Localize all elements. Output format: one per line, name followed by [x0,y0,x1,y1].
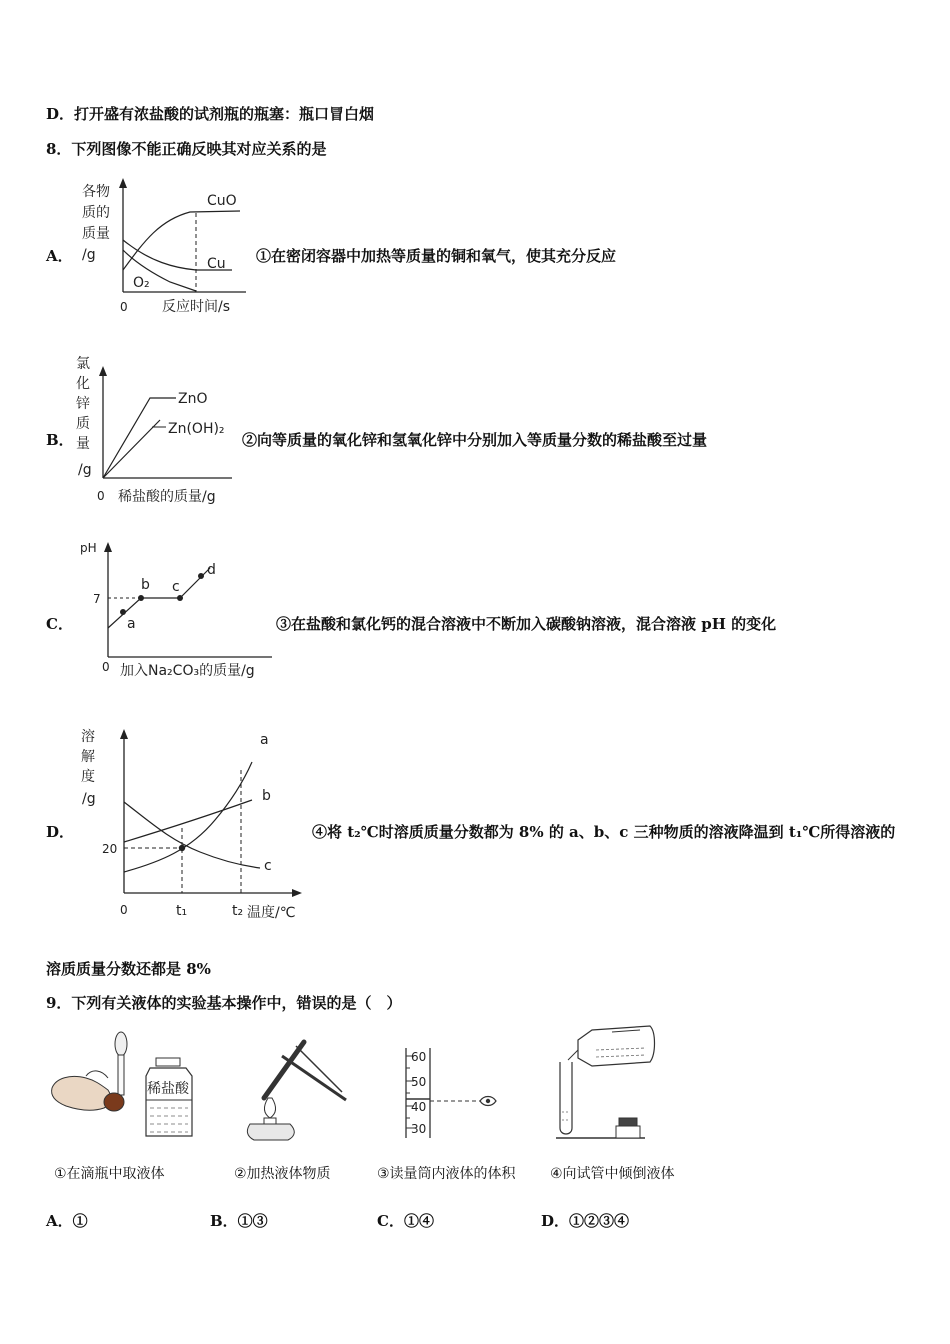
graph-a-ylabel-1: 各物 [82,184,110,200]
q9-caption-4: ④向试管中倾倒液体 [550,1166,675,1182]
graph-a-label-cuo: CuO [207,193,237,209]
graph-c-xlabel: 加入Na₂CO₃的质量/g [120,663,255,679]
graph-d-ylabel-2: 解 [81,749,95,765]
graph-c-tick-7: 7 [93,592,101,606]
graph-b-origin: 0 [97,489,105,503]
q9-choice-d: D．①②③④ [541,1212,630,1230]
graph-d-xtick-t1: t₁ [176,903,188,919]
cylinder-tick-50: 50 [411,1075,427,1089]
graph-a-label-o2: O₂ [133,275,150,291]
q9-stem: 9．下列有关液体的实验基本操作中，错误的是（ ） [46,994,402,1012]
graph-d-xlabel: 温度/℃ [247,905,296,921]
graph-c-ylabel: pH [80,541,97,555]
q9-caption-2: ②加热液体物质 [234,1166,331,1182]
bottle-label: 稀盐酸 [147,1081,189,1097]
q8-option-a-letter: A． [46,247,73,265]
graph-c-label-d: d [207,562,216,578]
q8-option-c-letter: C． [46,615,73,633]
graph-a-ylabel-3: 质量 [82,226,110,242]
graph-d-label-a: a [260,732,269,748]
graph-d-ylabel-1: 溶 [81,729,95,745]
graph-b-label-zno: ZnO [178,391,208,407]
cylinder-tick-30: 30 [411,1122,427,1136]
graph-d-ylabel-3: 度 [81,769,95,785]
stopper-top [619,1118,637,1126]
graph-b-label-znoh2: Zn(OH)₂ [168,421,225,437]
q8-option-d-desc-cont: 溶质质量分数还都是 8% [46,960,211,978]
q8-option-c-desc: ③在盐酸和氯化钙的混合溶液中不断加入碳酸钠溶液，混合溶液 pH 的变化 [276,615,777,633]
q8-option-b-desc: ②向等质量的氧化锌和氢氧化锌中分别加入等质量分数的稀盐酸至过量 [242,431,708,449]
q8-option-a-desc: ①在密闭容器中加热等质量的铜和氧气，使其充分反应 [256,247,617,265]
q8-option-d-letter: D． [46,823,75,841]
graph-c-label-c: c [172,579,180,595]
q9-choice-a: A．① [46,1212,88,1230]
graph-a-ylabel-2: 质的 [82,205,110,221]
graph-d-tick-20: 20 [102,842,118,856]
graph-c-label-a: a [127,616,136,632]
graph-a-ylabel-4: /g [82,247,96,263]
graph-b-ylabel-2: 化 [76,376,90,392]
graph-b-xlabel: 稀盐酸的质量/g [118,489,216,505]
graph-d-ylabel-4: /g [82,791,96,807]
q8-option-d-desc: ④将 t₂℃时溶质质量分数都为 8% 的 a、b、c 三种物质的溶液降温到 t₁℃所得溶液的 [312,823,896,841]
stopper-base [616,1126,640,1138]
q9-choice-c: C．①④ [377,1212,434,1230]
graph-a-origin: 0 [120,300,128,314]
graph-b-ylabel-4: 质 [76,416,90,432]
graph-b-ylabel-5: 量 [76,436,90,452]
graph-d-label-c: c [264,858,272,874]
q8-option-b-letter: B． [46,431,74,449]
graph-d-label-b: b [262,788,271,804]
q9-caption-1: ①在滴瓶中取液体 [54,1166,165,1182]
q7-option-d: D．打开盛有浓盐酸的试剂瓶的瓶塞：瓶口冒白烟 [46,105,375,123]
q8-stem: 8．下列图像不能正确反映其对应关系的是 [46,140,327,158]
graph-c-origin: 0 [102,660,110,674]
pour-stream [568,1050,578,1060]
graph-d-xtick-t2: t₂ [232,903,244,919]
cylinder-tick-40: 40 [411,1100,427,1114]
graph-b-ylabel-1: 氯 [76,356,90,372]
graph-a-xlabel: 反应时间/s [162,299,231,315]
graph-c-label-b: b [141,577,150,593]
graph-d-origin: 0 [120,903,128,917]
q9-caption-3: ③读量筒内液体的体积 [377,1166,516,1182]
cylinder-tick-60: 60 [411,1050,427,1064]
graph-a-label-cu: Cu [207,256,226,272]
graph-b-ylabel-3: 锌 [76,396,90,412]
test-tube-upright [560,1062,572,1134]
graph-b-ylabel-6: /g [78,462,92,478]
q9-choice-b: B．①③ [210,1212,268,1230]
